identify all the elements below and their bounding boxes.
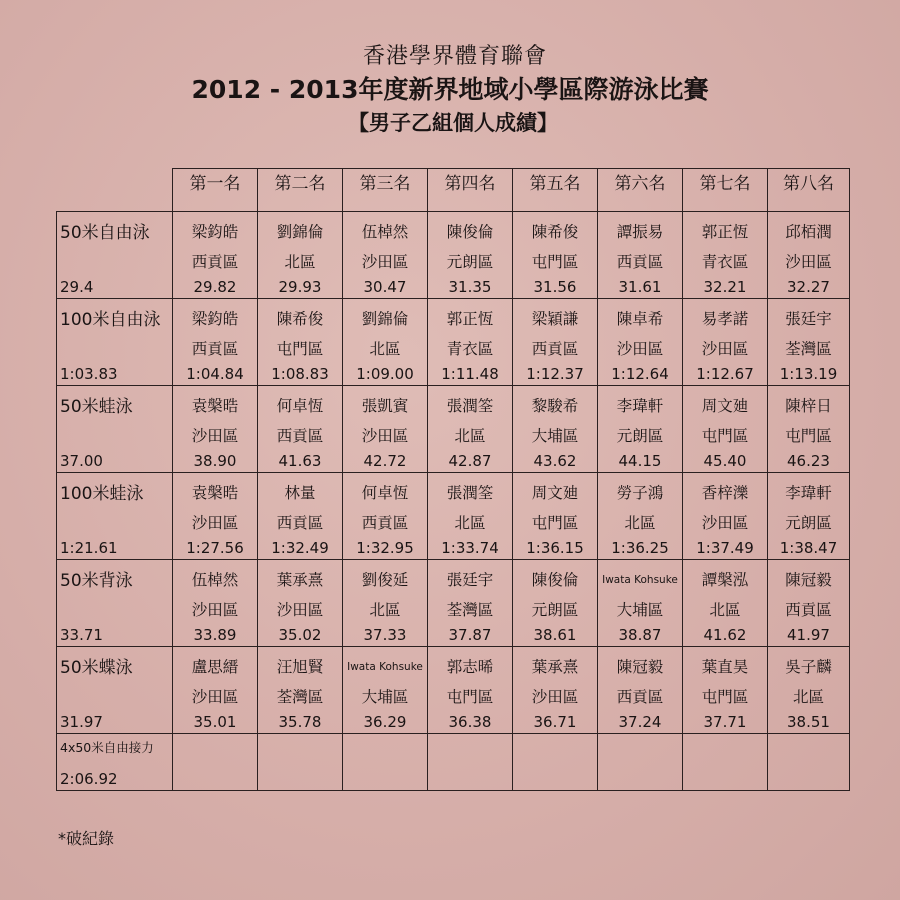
swimmer-name: 黎駿希	[531, 397, 579, 415]
result-cell	[768, 647, 850, 734]
swimmer-name: 陳希俊	[276, 310, 324, 328]
result-time: 37.33	[363, 626, 407, 644]
district-name: 北區	[454, 514, 486, 532]
district-name: 沙田區	[276, 601, 324, 619]
district-name: 沙田區	[616, 340, 664, 358]
relay-row	[57, 734, 850, 791]
district-name: 屯門區	[701, 427, 749, 445]
result-cell	[598, 386, 683, 473]
result-cell	[598, 299, 683, 386]
swimmer-name: 劉錦倫	[361, 310, 409, 328]
swimmer-name: 李瑋軒	[785, 484, 832, 502]
empty-result-cell	[343, 734, 428, 791]
district-name: 屯門區	[531, 514, 579, 532]
empty-result-cell	[428, 734, 513, 791]
result-time: 41.62	[703, 626, 747, 644]
result-cell	[513, 212, 598, 299]
district-name: 西貢區	[531, 340, 579, 358]
swimmer-name: 張潤筌	[446, 484, 494, 502]
empty-result-cell	[598, 734, 683, 791]
event-cell	[57, 386, 173, 473]
event-row	[57, 212, 850, 299]
result-cell	[598, 473, 683, 560]
district-name: 元朗區	[446, 253, 494, 271]
empty-result-cell	[683, 734, 768, 791]
rank-header: 第三名	[343, 169, 428, 212]
swimmer-name: 譚振易	[616, 223, 664, 241]
result-time: 1:12.37	[526, 365, 584, 383]
result-time: 31.61	[618, 278, 662, 296]
result-time: 33.89	[193, 626, 237, 644]
result-time: 36.29	[363, 713, 407, 731]
swimmer-name: 易孝諾	[701, 310, 749, 328]
swimmer-name: 陳俊倫	[531, 571, 579, 589]
result-time: 37.71	[703, 713, 747, 731]
swimmer-name: 勞子鴻	[616, 484, 664, 502]
result-cell	[343, 560, 428, 647]
result-time: 1:27.56	[186, 539, 244, 557]
swimmer-name: 周文廸	[701, 397, 749, 415]
district-name: 屯門區	[276, 340, 324, 358]
rank-header: 第六名	[598, 169, 683, 212]
result-cell	[513, 560, 598, 647]
result-time: 41.97	[787, 626, 830, 644]
empty-result-cell	[513, 734, 598, 791]
swimmer-name: 梁鈞皓	[191, 310, 239, 328]
result-time: 1:13.19	[779, 365, 838, 383]
result-cell	[173, 299, 258, 386]
result-time: 1:12.64	[611, 365, 669, 383]
result-cell	[428, 647, 513, 734]
result-cell	[428, 386, 513, 473]
event-record: 2:06.92	[60, 770, 118, 788]
swimmer-name: 林量	[284, 484, 316, 502]
district-name: 屯門區	[446, 688, 494, 706]
swimmer-name: 袁槃晧	[191, 397, 239, 415]
result-cell	[513, 386, 598, 473]
swimmer-name: 譚槃泓	[701, 571, 749, 589]
result-time: 29.82	[193, 278, 237, 296]
result-time: 1:32.49	[271, 539, 329, 557]
event-name: 50米蝶泳	[60, 658, 133, 678]
event-record: 29.4	[60, 278, 94, 296]
rank-header: 第七名	[683, 169, 768, 212]
swimmer-name: 郭正恆	[701, 223, 749, 241]
result-time: 43.62	[533, 452, 577, 470]
district-name: 沙田區	[361, 427, 409, 445]
district-name: 屯門區	[785, 427, 832, 445]
swimmer-name: 張凱賓	[361, 397, 409, 415]
district-name: 西貢區	[191, 340, 239, 358]
event-record: 33.71	[60, 626, 103, 644]
swimmer-name: 張潤筌	[446, 397, 494, 415]
district-name: 沙田區	[531, 688, 579, 706]
district-name: 青衣區	[701, 253, 749, 271]
swimmer-name: 汪旭賢	[276, 658, 324, 676]
result-time: 1:09.00	[356, 365, 414, 383]
district-name: 大埔區	[616, 601, 664, 619]
district-name: 元朗區	[785, 514, 832, 532]
district-name: 北區	[624, 514, 656, 532]
result-time: 32.21	[703, 278, 747, 296]
swimmer-name: 陳冠毅	[785, 571, 832, 589]
result-cell	[513, 473, 598, 560]
result-cell	[683, 212, 768, 299]
result-time: 45.40	[703, 452, 747, 470]
event-record: 1:21.61	[60, 539, 118, 557]
result-time: 42.87	[448, 452, 492, 470]
result-time: 30.47	[363, 278, 407, 296]
result-time: 31.56	[533, 278, 577, 296]
district-name: 大埔區	[361, 688, 409, 706]
district-name: 沙田區	[191, 427, 239, 445]
record-footnote: *破紀錄	[58, 829, 115, 848]
swimmer-name: 葉承熹	[276, 571, 324, 589]
event-row	[57, 386, 850, 473]
event-name: 100米自由泳	[60, 310, 161, 330]
swimmer-name: 香梓濼	[701, 484, 749, 502]
result-time: 1:11.48	[441, 365, 499, 383]
district-name: 沙田區	[785, 253, 832, 271]
result-cell	[768, 473, 850, 560]
event-name: 50米自由泳	[60, 223, 150, 243]
district-name: 元朗區	[531, 601, 579, 619]
result-time: 1:38.47	[779, 539, 838, 557]
result-cell	[683, 299, 768, 386]
swimmer-name: 陳冠毅	[616, 658, 664, 676]
swimmer-name: 陳希俊	[531, 223, 579, 241]
organization-name: 香港學界體育聯會	[362, 44, 547, 69]
district-name: 北區	[792, 688, 824, 706]
swimmer-name: 梁鈞皓	[191, 223, 239, 241]
result-time: 38.87	[618, 626, 662, 644]
result-cell	[683, 560, 768, 647]
result-cell	[173, 212, 258, 299]
result-time: 35.78	[278, 713, 322, 731]
swimmer-name: 何卓恆	[276, 397, 324, 415]
district-name: 荃灣區	[446, 601, 494, 619]
result-cell	[173, 560, 258, 647]
results-table	[56, 168, 850, 791]
event-name: 4x50米自由接力	[60, 740, 154, 755]
result-cell	[768, 212, 850, 299]
district-name: 沙田區	[361, 253, 409, 271]
swimmer-name: 梁穎謙	[531, 310, 579, 328]
result-cell	[683, 386, 768, 473]
result-cell	[343, 647, 428, 734]
result-cell	[428, 299, 513, 386]
swimmer-name: 邱栢潤	[785, 223, 832, 241]
empty-result-cell	[173, 734, 258, 791]
district-name: 西貢區	[276, 427, 324, 445]
result-time: 38.61	[533, 626, 577, 644]
result-time: 36.38	[448, 713, 492, 731]
event-cell	[57, 473, 173, 560]
result-time: 41.63	[278, 452, 322, 470]
swimmer-name: 陳俊倫	[446, 223, 494, 241]
rank-header: 第八名	[768, 169, 850, 212]
result-time: 38.90	[193, 452, 237, 470]
district-name: 北區	[369, 340, 401, 358]
result-time: 36.71	[533, 713, 577, 731]
swimmer-name: 何卓恆	[361, 484, 409, 502]
table-corner	[57, 169, 173, 212]
result-cell	[428, 560, 513, 647]
swimmer-name: Iwata Kohsuke	[602, 574, 678, 586]
result-time: 1:33.74	[441, 539, 499, 557]
event-row	[57, 560, 850, 647]
event-row	[57, 299, 850, 386]
group-title: 【男子乙組個人成績】	[348, 111, 558, 135]
empty-result-cell	[768, 734, 850, 791]
result-cell	[343, 212, 428, 299]
event-record: 1:03.83	[60, 365, 118, 383]
district-name: 荃灣區	[276, 688, 324, 706]
swimmer-name: 郭正恆	[446, 310, 494, 328]
result-cell	[428, 212, 513, 299]
result-time: 31.35	[448, 278, 492, 296]
district-name: 屯門區	[531, 253, 579, 271]
swimmer-name: 陳卓希	[616, 310, 664, 328]
event-cell	[57, 212, 173, 299]
event-record: 37.00	[60, 452, 103, 470]
document-header	[0, 42, 900, 138]
swimmer-name: 劉錦倫	[276, 223, 324, 241]
district-name: 北區	[454, 427, 486, 445]
swimmer-name: 伍棹然	[361, 223, 409, 241]
district-name: 沙田區	[701, 514, 749, 532]
event-cell	[57, 299, 173, 386]
result-cell	[598, 560, 683, 647]
event-cell	[57, 647, 173, 734]
empty-result-cell	[258, 734, 343, 791]
swimmer-name: 盧思縉	[191, 658, 239, 676]
district-name: 屯門區	[701, 688, 749, 706]
event-row	[57, 473, 850, 560]
swimmer-name: 劉俊延	[361, 571, 409, 589]
competition-title: 2012 - 2013年度新界地域小學區際游泳比賽	[191, 75, 709, 104]
result-time: 42.72	[363, 452, 407, 470]
district-name: 青衣區	[446, 340, 494, 358]
district-name: 沙田區	[191, 601, 239, 619]
result-cell	[173, 647, 258, 734]
result-cell	[598, 647, 683, 734]
result-time: 35.01	[193, 713, 237, 731]
swimmer-name: 李瑋軒	[616, 397, 664, 415]
swimmer-name: 張廷宇	[446, 571, 494, 589]
result-cell	[343, 473, 428, 560]
event-row	[57, 647, 850, 734]
result-cell	[173, 386, 258, 473]
swimmer-name: 葉直昊	[701, 658, 749, 676]
district-name: 北區	[284, 253, 316, 271]
event-name: 50米背泳	[60, 571, 133, 591]
result-cell	[173, 473, 258, 560]
result-time: 46.23	[787, 452, 830, 470]
result-time: 1:08.83	[271, 365, 329, 383]
result-time: 35.02	[278, 626, 322, 644]
result-cell	[513, 647, 598, 734]
result-time: 1:04.84	[186, 365, 244, 383]
result-time: 29.93	[278, 278, 322, 296]
event-name: 100米蛙泳	[60, 484, 144, 504]
district-name: 沙田區	[191, 514, 239, 532]
swimmer-name: 陳梓日	[785, 397, 832, 415]
result-cell	[258, 386, 343, 473]
result-cell	[343, 299, 428, 386]
district-name: 沙田區	[701, 340, 749, 358]
result-cell	[258, 560, 343, 647]
district-name: 西貢區	[616, 253, 664, 271]
swimmer-name: Iwata Kohsuke	[347, 661, 423, 673]
district-name: 荃灣區	[785, 340, 832, 358]
result-cell	[258, 299, 343, 386]
result-time: 38.51	[787, 713, 830, 731]
result-time: 1:36.15	[526, 539, 584, 557]
district-name: 西貢區	[361, 514, 409, 532]
rank-header: 第五名	[513, 169, 598, 212]
result-cell	[768, 560, 850, 647]
results-body	[57, 212, 850, 791]
result-cell	[428, 473, 513, 560]
result-cell	[598, 212, 683, 299]
event-record: 31.97	[60, 713, 103, 731]
result-time: 1:12.67	[696, 365, 754, 383]
result-cell	[768, 386, 850, 473]
rank-header: 第一名	[173, 169, 258, 212]
rank-header: 第四名	[428, 169, 513, 212]
result-cell	[683, 473, 768, 560]
event-cell	[57, 560, 173, 647]
result-time: 44.15	[618, 452, 662, 470]
district-name: 西貢區	[785, 601, 832, 619]
swimmer-name: 郭志晞	[446, 658, 494, 676]
result-time: 1:37.49	[696, 539, 754, 557]
district-name: 元朗區	[616, 427, 664, 445]
result-time: 37.24	[618, 713, 662, 731]
result-time: 1:36.25	[611, 539, 669, 557]
result-cell	[683, 647, 768, 734]
event-cell	[57, 734, 173, 791]
district-name: 西貢區	[276, 514, 324, 532]
district-name: 沙田區	[191, 688, 239, 706]
district-name: 西貢區	[616, 688, 664, 706]
district-name: 大埔區	[531, 427, 579, 445]
swimmer-name: 伍棹然	[191, 571, 239, 589]
result-time: 32.27	[787, 278, 830, 296]
district-name: 北區	[369, 601, 401, 619]
district-name: 北區	[709, 601, 741, 619]
result-time: 1:32.95	[356, 539, 414, 557]
rank-header-row	[57, 169, 850, 212]
result-cell	[768, 299, 850, 386]
district-name: 西貢區	[191, 253, 239, 271]
rank-header: 第二名	[258, 169, 343, 212]
event-name: 50米蛙泳	[60, 397, 133, 417]
swimmer-name: 葉承熹	[531, 658, 579, 676]
result-cell	[513, 299, 598, 386]
swimmer-name: 袁槃晧	[191, 484, 239, 502]
result-cell	[258, 473, 343, 560]
swimmer-name: 周文廸	[531, 484, 579, 502]
swimmer-name: 張廷宇	[785, 310, 832, 328]
result-cell	[258, 647, 343, 734]
swimmer-name: 吳子麟	[785, 658, 832, 676]
result-cell	[343, 386, 428, 473]
result-time: 37.87	[448, 626, 492, 644]
result-cell	[258, 212, 343, 299]
